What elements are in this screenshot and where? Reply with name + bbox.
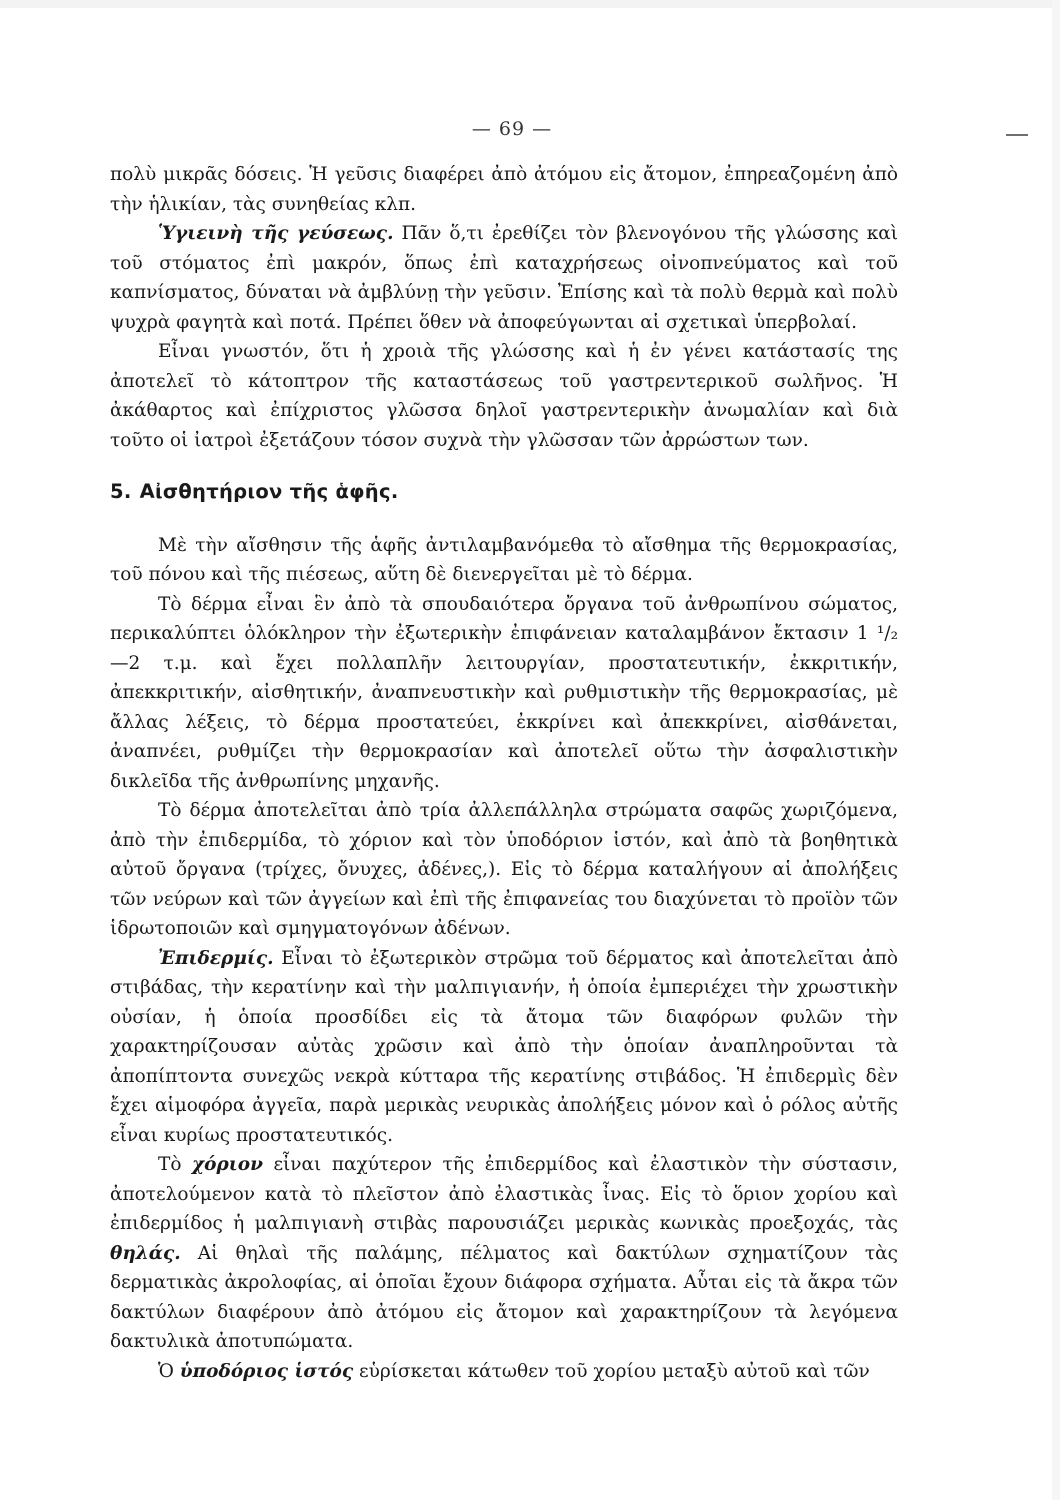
paragraph: Τὸ δέρμα ἀποτελεῖται ἀπὸ τρία ἀλλεπάλληλα στρώματα σαφῶς χωριζόμενα, ἀπὸ τὴν ἐπιδερμίδα, τὸ χόριον καὶ τὸν ὑποδόριον ἱστόν, καὶ ἀπὸ τὰ βοηθητικὰ αὐτοῦ ὄργανα (τρίχες, ὄνυχες, ἀδένες,). Εἰς τὸ δέρμα καταλήγουν αἱ ἀπολήξεις τῶν νεύρων καὶ τῶν ἀγγείων καὶ ἐπὶ τῆς ἐπιφανείας του διαχύνεται τὸ προϊὸν τῶν ἱδρωτοποιῶν καὶ σμηγματογόνων ἀδένων. (110, 800, 898, 939)
section-title: Αἰσθητήριον τῆς ἁφῆς. (139, 480, 399, 503)
paragraph (110, 1357, 898, 1387)
paragraph-text: Εἶναι τὸ ἐξωτερικὸν στρῶμα τοῦ δέρματος καὶ ἀποτελεῖται ἀπὸ στιβάδας, τὴν κερατίνην καὶ τὴν μαλπιγιανήν, ἡ ὁποία ἐμπεριέχει τὴν χρωστικὴν οὐσίαν, ἡ ὁποία προσδίδει εἰς τὰ ἄτομα τῶν διαφόρων φυλῶν τὴν χαρακτηρίζουσαν αὐτὰς χρῶσιν καὶ ἀπὸ τὴν ὁποίαν ἀναπληροῦνται τὰ ἀποπίπτοντα συνεχῶς νεκρὰ κύτταρα τῆς κερατίνης στιβάδος. Ἡ ἐπιδερμὶς δὲν ἔχει αἱμοφόρα ἀγγεῖα, παρὰ μερικὰς νευρικὰς ἀπολήξεις μόνον καὶ ὁ ρόλος αὐτῆς εἶναι κυρίως προστατευτικός. (110, 947, 898, 1146)
paragraph-text: Ὁ (158, 1360, 180, 1382)
corner-mark (1006, 134, 1028, 136)
paragraph: Μὲ τὴν αἴσθησιν τῆς ἁφῆς ἀντιλαμβανόμεθα τὸ αἴσθημα τῆς θερμοκρασίας, τοῦ πόνου καὶ τῆς πιέσεως, αὕτη δὲ διενεργεῖται μὲ τὸ δέρμα. (110, 534, 898, 585)
term-hypodorios: ὑποδόριος ἱστός (179, 1360, 354, 1382)
paragraph-text: εἶναι παχύτερον τῆς ἐπιδερμίδος καὶ ἐλαστικὸν τὴν σύστασιν, ἀποτελούμενον κατὰ τὸ πλεῖστον ἀπὸ ἐλαστικὰς ἶνας. Εἰς τὸ ὅριον χορίου καὶ ἐπιδερμίδος ἡ μαλπιγιανὴ στιβὰς παρουσιάζει μερικὰς κωνικὰς προεξοχάς, τὰς (110, 1154, 898, 1234)
paragraph-text: Πᾶν ὅ,τι ἐρεθίζει τὸν βλενογόνου τῆς γλώσσης καὶ τοῦ στόματος ἐπὶ μακρόν, ὅπως ἐπὶ καταχρήσεως οἰνοπνεύματος καὶ τοῦ καπνίσματος, δύναται νὰ ἀμβλύνῃ τὴν γεῦσιν. Ἐπίσης καὶ τὰ πολὺ θερμὰ καὶ πολὺ ψυχρὰ φαγητὰ καὶ ποτά. Πρέπει ὅθεν νὰ ἀποφεύγωνται αἱ σχετικαὶ ὑπερβολαί. (110, 223, 898, 333)
paragraph-text: Τὸ (158, 1154, 192, 1175)
term-thilas: θηλάς. (110, 1242, 181, 1264)
paragraph (110, 1150, 898, 1357)
page-number: — 69 — (471, 118, 553, 140)
paragraph: Τὸ δέρμα εἶναι ἓν ἀπὸ τὰ σπουδαιότερα ὄργανα τοῦ ἀνθρωπίνου σώματος, περικαλύπτει ὁλόκληρον τὴν ἐξωτερικὴν ἐπιφάνειαν καταλαμβάνον ἔκτασιν 1 ¹/₂ —2 τ.μ. καὶ ἔχει πολλαπλῆν λειτουργίαν, προστατευτικήν, ἐκκριτικήν, ἀπεκκριτικήν, αἰσθητικήν, ἀναπνευστικὴν καὶ ρυθμιστικὴν τῆς θερμοκρασίας, μὲ ἄλλας λέξεις, τὸ δέρμα προστατεύει, ἐκκρίνει καὶ ἀπεκκρίνει, αἰσθάνεται, ἀναπνέει, ρυθμίζει τὴν θερμοκρασίαν καὶ ἀποτελεῖ οὕτω τὴν ἀσφαλιστικὴν δικλεῖδα τῆς ἀνθρωπίνης μηχανῆς. (110, 593, 898, 792)
paragraph: Εἶναι γνωστόν, ὅτι ἡ χροιὰ τῆς γλώσσης καὶ ἡ ἐν γένει κατάστασίς της ἀποτελεῖ τὸ κάτοπτρον τῆς καταστάσεως τοῦ γαστρεντερικοῦ σωλῆνος. Ἡ ἀκάθαρτος καὶ ἐπίχριστος γλῶσσα δηλοῖ γαστρεντερικὴν ἀνωμαλίαν καὶ διὰ τοῦτο οἱ ἰατροὶ ἐξετάζουν τόσον συχνὰ τὴν γλῶσσαν τῶν ἀρρώστων των. (110, 341, 898, 451)
paragraph (110, 219, 898, 337)
paragraph-text: εὑρίσκεται κάτωθεν τοῦ χορίου μεταξὺ αὐτοῦ καὶ τῶν (353, 1360, 870, 1382)
paragraph (110, 944, 898, 1151)
paragraph-lead: Ἐπιδερμίς. (158, 947, 274, 969)
term-chorion: χόριον (192, 1154, 263, 1175)
scan-edge-right (1052, 0, 1060, 1500)
paragraph-text: Αἱ θηλαὶ τῆς παλάμης, πέλματος καὶ δακτύλων σχηματίζουν τὰς δερματικὰς ἀκρολοφίας, αἱ ὁποῖαι ἔχουν διάφορα σχήματα. Αὗται εἰς τὰ ἄκρα τῶν δακτύλων διαφέρουν ἀπὸ ἀτόμου εἰς ἄτομον καὶ χαρακτηρίζουν τὰ λεγόμενα δακτυλικὰ ἀποτυπώματα. (110, 1242, 898, 1352)
paragraph-lead: Ὑγιεινὴ τῆς γεύσεως. (158, 223, 394, 244)
section-number: 5. (110, 480, 132, 503)
scan-edge-top (0, 0, 1060, 8)
body-text (110, 160, 898, 1386)
section-heading (110, 477, 898, 507)
paragraph: πολὺ μικρᾶς δόσεις. Ἡ γεῦσις διαφέρει ἀπὸ ἀτόμου εἰς ἄτομον, ἐπηρεαζομένη ἀπὸ τὴν ἡλικίαν, τὰς συνηθείας κλπ. (110, 164, 898, 215)
